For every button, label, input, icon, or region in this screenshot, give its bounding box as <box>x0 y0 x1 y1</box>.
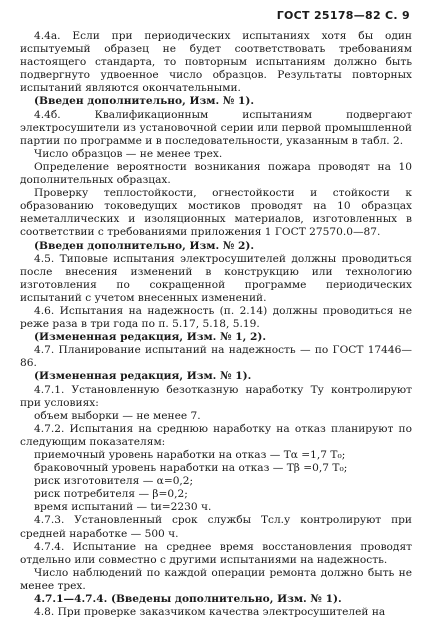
heat-resistance: Проверку теплостойкости, огнестойкости и стойкости к образованию токоведущих мостиков проводят на 10 образцах неметаллических и изоляционных материалов, изготовленных в соответствии с требованиями приложения 1 ГОСТ 27570.0—87. <box>20 187 412 239</box>
paragraph-4-4b: 4.4б. Квалификационным испытаниям подвергают электросушители из установочной серии или первой промышленной партии по программе и в последовательности, указанным в табл. 2. <box>20 108 412 147</box>
paragraph-4-7-3: 4.7.3. Установленный срок службы Tсл.у контролируют при средней наработке — 500 ч. <box>20 514 412 540</box>
paragraph-4-7-1: 4.7.1. Установленную безотказную наработку Tу контролируют при условиях: <box>20 383 412 409</box>
rejection-level: браковочный уровень наработки на отказ — Tβ =0,7 T₀; <box>34 462 348 475</box>
observations-count: Число наблюдений по каждой операции ремонта должно быть не менее трех. <box>20 566 412 592</box>
amendment-note: (Введен дополнительно, Изм. № 2). <box>34 239 255 252</box>
amendment-note: 4.7.1—4.7.4. (Введены дополнительно, Изм. № 1). <box>34 593 342 606</box>
test-time: время испытаний — tи=2230 ч. <box>34 501 212 514</box>
paragraph-4-6: 4.6. Испытания на надежность (п. 2.14) должны проводиться не реже раза в три года по п. 5.17, 5.18, 5.19. <box>20 304 412 331</box>
amendment-note: (Введен дополнительно, Изм. № 1). <box>34 95 255 108</box>
sample-count: Число образцов — не менее трех. <box>34 147 223 160</box>
page-header: ГОСТ 25178—82 С. 9 <box>276 9 410 22</box>
consumer-risk: риск потребителя — β=0,2; <box>34 488 188 501</box>
amendment-note: (Измененная редакция, Изм. № 1). <box>34 370 252 383</box>
paragraph-4-4a: 4.4а. Если при периодических испытаниях хотя бы один испытуемый образец не будет соответствовать требованиям настоящего стандарта, то повторным испытаниям должно быть подвергнуто удвоенное число образцов. Результаты повторных испытаний являются окончательными. <box>20 30 412 95</box>
document-body <box>20 30 412 619</box>
paragraph-4-8: 4.8. При проверке заказчиком качества электросушителей на <box>34 606 386 619</box>
acceptance-level: приемочный уровень наработки на отказ — Tα =1,7 T₀; <box>34 449 346 461</box>
paragraph-4-7-2: 4.7.2. Испытания на среднюю наработку на отказ планируют по следующим показателям: <box>20 422 412 448</box>
producer-risk: риск изготовителя — α=0,2; <box>34 475 194 488</box>
paragraph-4-5: 4.5. Типовые испытания электросушителей должны проводиться после внесения изменений в конструкцию или технологию изготовления по сокращенной программе периодических испытаний с учетом внесенных изменений. <box>20 252 412 304</box>
paragraph-4-7-4: 4.7.4. Испытание на среднее время восстановления проводят отдельно или совместно с другими испытаниями на надежность. <box>20 540 412 566</box>
amendment-note: (Измененная редакция, Изм. № 1, 2). <box>34 331 267 344</box>
sample-size: объем выборки — не менее 7. <box>34 409 201 422</box>
paragraph-4-7: 4.7. Планирование испытаний на надежность — по ГОСТ 17446—86. <box>20 344 412 370</box>
fire-probability: Определение вероятности возникания пожара проводят на 10 дополнительных образцах. <box>20 160 412 187</box>
